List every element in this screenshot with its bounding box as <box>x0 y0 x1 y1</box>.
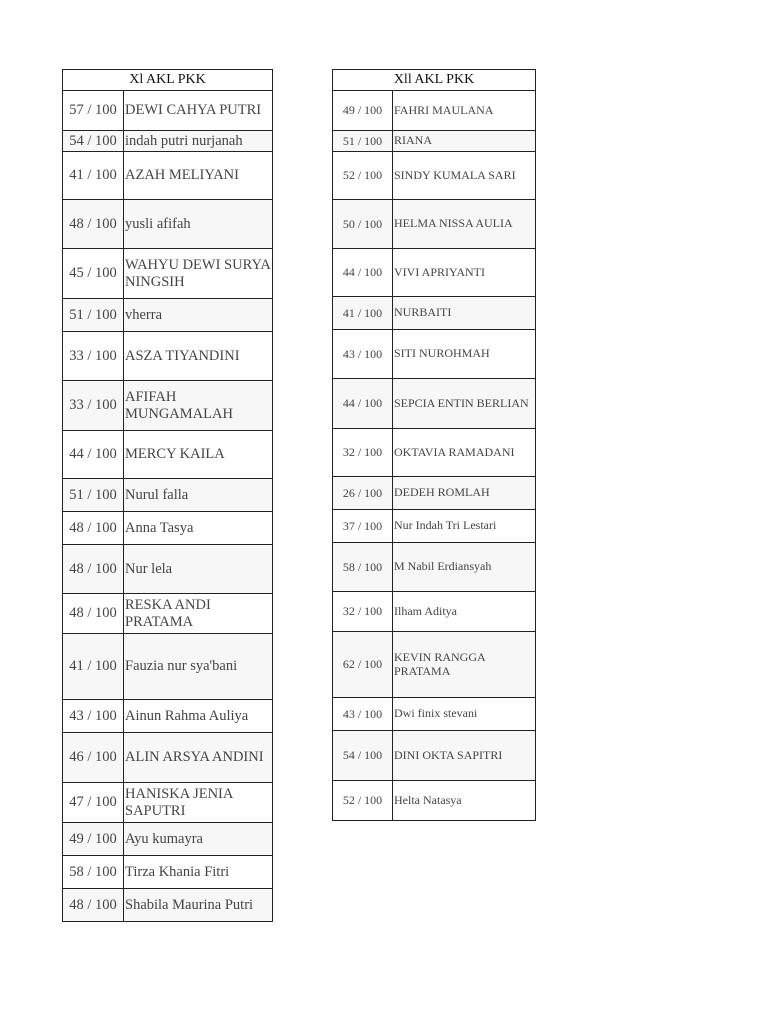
score-cell: 33 / 100 <box>63 332 124 381</box>
table-row <box>333 91 536 131</box>
table-row <box>333 543 536 592</box>
student-name-cell: ASZA TIYANDINI <box>124 332 273 381</box>
student-name-cell: RESKA ANDI PRATAMA <box>124 594 273 634</box>
table-row <box>63 91 273 131</box>
table-row <box>333 379 536 429</box>
score-cell: 26 / 100 <box>333 477 393 510</box>
table-row <box>333 429 536 477</box>
table-row <box>333 731 536 781</box>
score-cell: 62 / 100 <box>333 632 393 698</box>
student-name-cell: yusli afifah <box>124 200 273 249</box>
student-name-cell: HANISKA JENIA SAPUTRI <box>124 783 273 823</box>
student-name-cell: ALIN ARSYA ANDINI <box>124 733 273 783</box>
score-cell: 41 / 100 <box>63 634 124 700</box>
score-cell: 41 / 100 <box>63 152 124 200</box>
table-row <box>63 512 273 545</box>
table-row <box>63 889 273 922</box>
class-xi-akl-pkk-table <box>62 69 273 922</box>
student-name-cell: M Nabil Erdiansyah <box>393 543 536 592</box>
score-cell: 41 / 100 <box>333 297 393 330</box>
table-row <box>333 297 536 330</box>
table-row <box>333 330 536 379</box>
table-row <box>333 200 536 249</box>
table-header-row <box>63 70 273 91</box>
table-header: Xl AKL PKK <box>63 70 273 91</box>
score-cell: 54 / 100 <box>333 731 393 781</box>
score-cell: 43 / 100 <box>333 330 393 379</box>
score-cell: 45 / 100 <box>63 249 124 299</box>
score-cell: 48 / 100 <box>63 545 124 594</box>
table-row <box>63 249 273 299</box>
table-row <box>333 510 536 543</box>
score-cell: 54 / 100 <box>63 131 124 152</box>
student-name-cell: HELMA NISSA AULIA <box>393 200 536 249</box>
student-name-cell: NURBAITI <box>393 297 536 330</box>
score-cell: 49 / 100 <box>63 823 124 856</box>
student-name-cell: KEVIN RANGGA PRATAMA <box>393 632 536 698</box>
score-cell: 44 / 100 <box>333 249 393 297</box>
table-row <box>63 332 273 381</box>
table-row <box>63 856 273 889</box>
score-cell: 48 / 100 <box>63 200 124 249</box>
table-row <box>63 431 273 479</box>
student-name-cell: SITI NUROHMAH <box>393 330 536 379</box>
student-name-cell: Anna Tasya <box>124 512 273 545</box>
score-cell: 46 / 100 <box>63 733 124 783</box>
score-cell: 37 / 100 <box>333 510 393 543</box>
student-name-cell: Ayu kumayra <box>124 823 273 856</box>
score-cell: 51 / 100 <box>63 479 124 512</box>
table-row <box>63 634 273 700</box>
table-row <box>63 823 273 856</box>
student-name-cell: indah putri nurjanah <box>124 131 273 152</box>
score-cell: 48 / 100 <box>63 594 124 634</box>
student-name-cell: DEDEH ROMLAH <box>393 477 536 510</box>
table-header-row <box>333 70 536 91</box>
score-cell: 51 / 100 <box>333 131 393 152</box>
table-row <box>63 152 273 200</box>
table-row <box>333 249 536 297</box>
score-cell: 33 / 100 <box>63 381 124 431</box>
table-row <box>333 781 536 821</box>
table-row <box>63 545 273 594</box>
table-body <box>333 91 536 821</box>
student-name-cell: FAHRI MAULANA <box>393 91 536 131</box>
student-name-cell: Shabila Maurina Putri <box>124 889 273 922</box>
student-name-cell: Helta Natasya <box>393 781 536 821</box>
score-cell: 58 / 100 <box>63 856 124 889</box>
table-row <box>63 479 273 512</box>
student-name-cell: DEWI CAHYA PUTRI <box>124 91 273 131</box>
student-name-cell: Fauzia nur sya'bani <box>124 634 273 700</box>
student-name-cell: Nurul falla <box>124 479 273 512</box>
student-name-cell: MERCY KAILA <box>124 431 273 479</box>
student-name-cell: AFIFAH MUNGAMALAH <box>124 381 273 431</box>
student-name-cell: Ilham Aditya <box>393 592 536 632</box>
table-row <box>333 131 536 152</box>
score-cell: 57 / 100 <box>63 91 124 131</box>
score-cell: 32 / 100 <box>333 429 393 477</box>
student-name-cell: WAHYU DEWI SURYA NINGSIH <box>124 249 273 299</box>
score-cell: 43 / 100 <box>63 700 124 733</box>
class-xii-akl-pkk-table <box>332 69 536 821</box>
score-cell: 52 / 100 <box>333 152 393 200</box>
student-name-cell: Ainun Rahma Auliya <box>124 700 273 733</box>
score-cell: 47 / 100 <box>63 783 124 823</box>
score-cell: 52 / 100 <box>333 781 393 821</box>
student-name-cell: OKTAVIA RAMADANI <box>393 429 536 477</box>
table-row <box>63 200 273 249</box>
score-cell: 48 / 100 <box>63 889 124 922</box>
table-row <box>63 594 273 634</box>
student-name-cell: Nur Indah Tri Lestari <box>393 510 536 543</box>
student-name-cell: AZAH MELIYANI <box>124 152 273 200</box>
table-row <box>63 131 273 152</box>
student-name-cell: RIANA <box>393 131 536 152</box>
student-name-cell: Nur lela <box>124 545 273 594</box>
table-row <box>63 733 273 783</box>
table-row <box>333 632 536 698</box>
table-body <box>63 91 273 922</box>
table-row <box>63 381 273 431</box>
student-name-cell: SEPCIA ENTIN BERLIAN <box>393 379 536 429</box>
table-row <box>333 477 536 510</box>
score-cell: 32 / 100 <box>333 592 393 632</box>
score-cell: 43 / 100 <box>333 698 393 731</box>
score-cell: 50 / 100 <box>333 200 393 249</box>
student-name-cell: vherra <box>124 299 273 332</box>
score-cell: 51 / 100 <box>63 299 124 332</box>
table-row <box>63 783 273 823</box>
table-row <box>63 299 273 332</box>
student-name-cell: Dwi finix stevani <box>393 698 536 731</box>
student-name-cell: Tirza Khania Fitri <box>124 856 273 889</box>
student-name-cell: DINI OKTA SAPITRI <box>393 731 536 781</box>
student-name-cell: VIVI APRIYANTI <box>393 249 536 297</box>
student-name-cell: SINDY KUMALA SARI <box>393 152 536 200</box>
score-cell: 58 / 100 <box>333 543 393 592</box>
table-header: Xll AKL PKK <box>333 70 536 91</box>
table-row <box>333 152 536 200</box>
score-cell: 48 / 100 <box>63 512 124 545</box>
table-row <box>333 592 536 632</box>
table-row <box>333 698 536 731</box>
score-cell: 49 / 100 <box>333 91 393 131</box>
score-cell: 44 / 100 <box>63 431 124 479</box>
table-row <box>63 700 273 733</box>
score-cell: 44 / 100 <box>333 379 393 429</box>
